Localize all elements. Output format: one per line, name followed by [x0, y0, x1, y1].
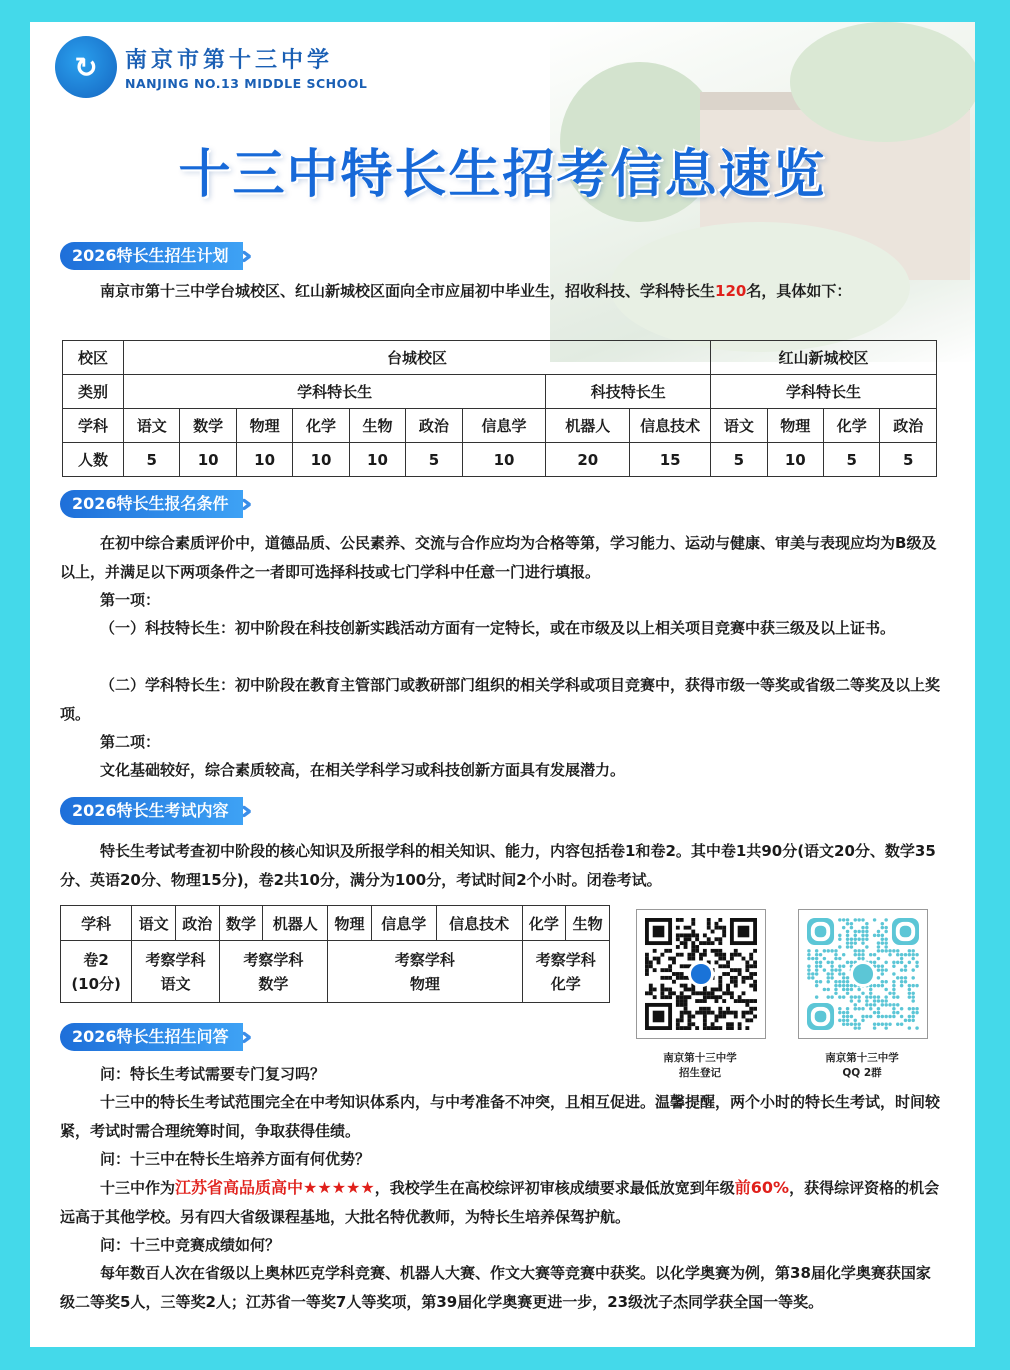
school-logo — [55, 36, 367, 98]
exam-table: 学科 语文 政治 数学 机器人 物理 信息学 信息技术 化学 生物 卷2 (10分) 考察学科 语文 考察学科 数学 考察学科 物理 考察学科 化学 — [60, 905, 610, 1003]
exam-p1: 特长生考试考查初中阶段的核心知识及所报学科的相关知识、能力，内容包括卷1和卷2。其中卷1共90分(语文20分、数学35分、英语20分、物理15分)，卷2共10分，满分为100分，考试时间2个小时。闭卷考试。 — [60, 842, 936, 889]
qr-code-registration[interactable] — [636, 909, 766, 1039]
qa-a3: 每年数百人次在省级以上奥林匹克学科竞赛、机器人大赛、作文大赛等竞赛中获奖。以化学奥赛为例，第38届化学奥赛获国家级二等奖5人，三等奖2人；江苏省一等奖7人等奖项，第39届化学奥赛更进一步，23级沈子杰同学获全国一等奖。 — [60, 1264, 931, 1311]
plan-table: 校区 台城校区 红山新城校区 类别 学科特长生 科技特长生 学科特长生 学科 语文 数学 物理 化学 生物 政治 信息学 机器人 信息技术 语文 物理 化学 政治 人数 5 10 10 10 10 5 10 20 15 5 10 5 5 — [62, 340, 937, 477]
school-name-cn: 南京市第十三中学 — [125, 47, 334, 73]
conditions-item1-a: （一）科技特长生：初中阶段在科技创新实践活动方面有一定特长，或在市级及以上相关项目竞赛中获三级及以上证书。 — [100, 619, 896, 637]
conditions-item1-title: 第一项： — [100, 591, 161, 609]
chevron-right-icon: ››› — [240, 796, 243, 826]
school-name-en: NANJING NO.13 MIDDLE SCHOOL — [125, 76, 368, 91]
qr-caption-registration: 南京第十三中学 招生登记 — [663, 1052, 737, 1079]
chevron-right-icon: ››› — [240, 1022, 243, 1052]
section-heading-exam: 2026特长生考试内容 ››› — [60, 797, 243, 825]
qa-q2: 问：十三中在特长生培养方面有何优势？ — [100, 1150, 371, 1168]
qa-q3: 问：十三中竞赛成绩如何？ — [100, 1236, 281, 1254]
page-title: 十三中特长生招考信息速览 — [178, 145, 827, 205]
section-heading-conditions: 2026特长生报名条件 ››› — [60, 490, 243, 518]
qa-a1: 十三中的特长生考试范围完全在中考知识体系内，与中考准备不冲突，且相互促进。温馨提醒，两个小时的特长生考试，时间较紧，考试时需合理统筹时间，争取获得佳绩。 — [60, 1093, 941, 1140]
conditions-item2-text: 文化基础较好，综合素质较高，在相关学科学习或科技创新方面具有发展潜力。 — [100, 761, 626, 779]
qr-pattern-icon — [807, 918, 919, 1030]
plan-intro: 南京市第十三中学台城校区、红山新城校区面向全市应届初中毕业生，招收科技、学科特长生120名，具体如下： — [100, 282, 852, 300]
poster — [30, 22, 975, 1347]
conditions-item2-title: 第二项： — [100, 733, 161, 751]
chevron-right-icon: ››› — [240, 489, 243, 519]
logo-emblem-icon: ↻ — [55, 36, 117, 98]
qa-a2: 十三中作为江苏省高品质高中★★★★★，我校学生在高校综评初审核成绩要求最低放宽到年级前60%，获得综评资格的机会远高于其他学校。另有四大省级课程基地，大批名特优教师，为特长生培养保驾护航。 — [60, 1178, 940, 1226]
section-heading-qa: 2026特长生招生问答 ››› — [60, 1023, 243, 1051]
section-heading-plan: 2026特长生招生计划 ››› — [60, 242, 243, 270]
chevron-right-icon: ››› — [240, 241, 243, 271]
qr-pattern-icon — [645, 918, 757, 1030]
conditions-item1-b: （二）学科特长生：初中阶段在教育主管部门或教研部门组织的相关学科或项目竞赛中，获得市级一等奖或省级二等奖及以上奖项。 — [60, 676, 941, 723]
qa-q1: 问：特长生考试需要专门复习吗？ — [100, 1065, 326, 1083]
qr-caption-qq-group: 南京第十三中学 QQ 2群 — [825, 1052, 899, 1079]
qr-code-qq-group[interactable] — [798, 909, 928, 1039]
conditions-p1: 在初中综合素质评价中，道德品质、公民素养、交流与合作应均为合格等第，学习能力、运动与健康、审美与表现应均为B级及以上，并满足以下两项条件之一者即可选择科技或七门学科中任意一门进行填报。 — [60, 534, 937, 581]
